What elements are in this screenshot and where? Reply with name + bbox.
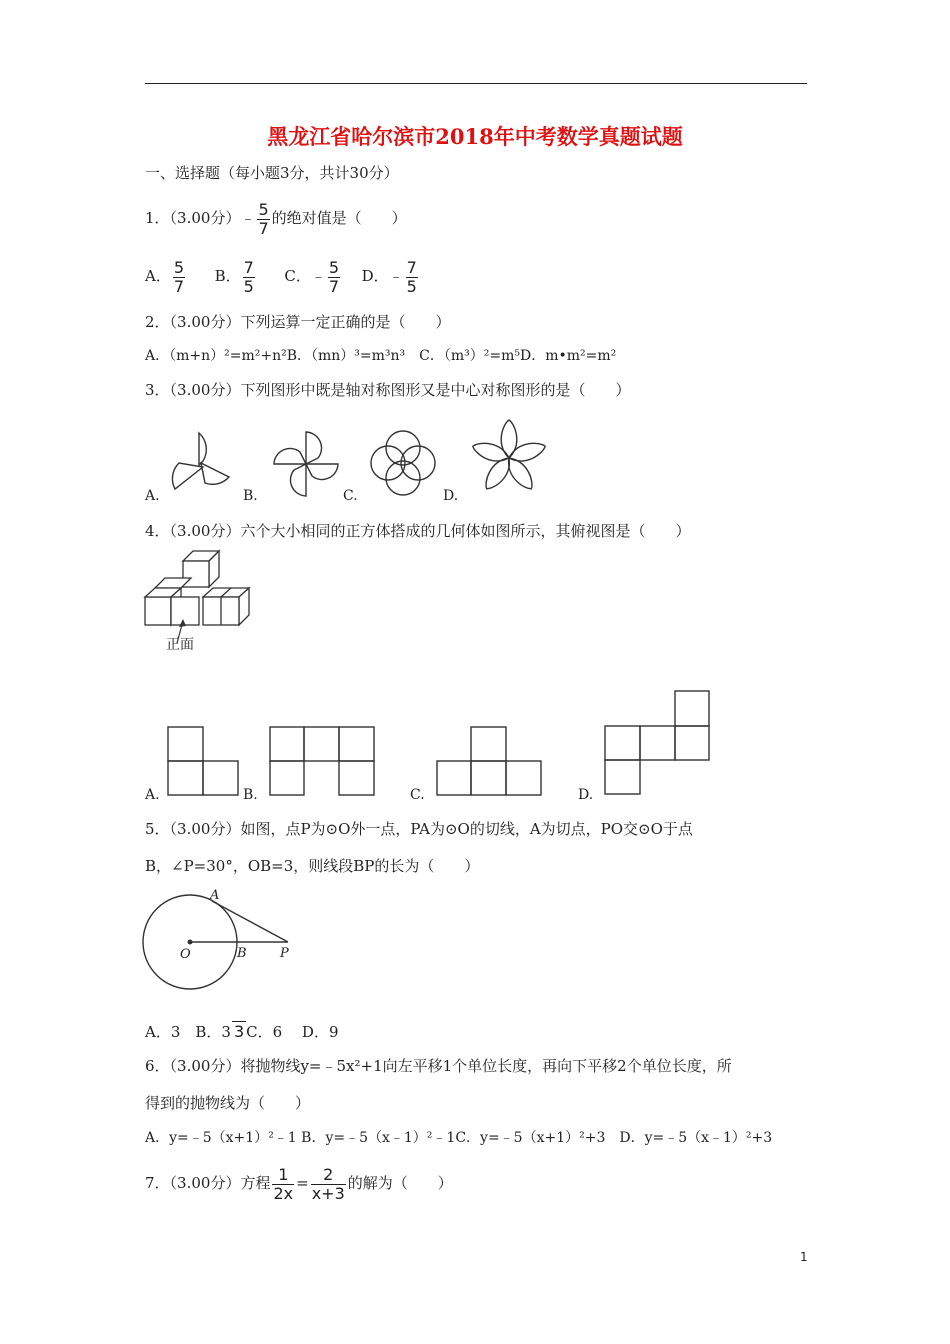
- q3-label-c[interactable]: C.: [343, 488, 358, 504]
- top-view-options: [168, 690, 728, 796]
- q1-suffix: 的绝对值是（ ）: [271, 209, 407, 227]
- q1-option-c[interactable]: [284, 257, 342, 296]
- q5-options: [145, 1021, 339, 1042]
- option-fraction: [406, 257, 418, 296]
- option-sign: ﹣: [310, 267, 326, 285]
- q3-label-d[interactable]: D.: [443, 488, 459, 504]
- page-title: 黑龙江省哈尔滨市2018年中考数学真题试题: [267, 124, 683, 149]
- q4-label-a[interactable]: A.: [145, 787, 160, 803]
- q3-label-a[interactable]: A.: [145, 488, 160, 504]
- option-label: A．: [145, 267, 171, 285]
- option-num: 7: [243, 257, 254, 277]
- question-7: [145, 1163, 453, 1203]
- pinwheel-3-icon: [163, 425, 243, 500]
- option-label: D．: [361, 267, 389, 285]
- question-4: 4．（3.00分）六个大小相同的正方体搭成的几何体如图所示，其俯视图是（ ）: [145, 522, 691, 540]
- q7-fraction-1: [272, 1164, 294, 1203]
- q5-option-ab[interactable]: A．3 B．3: [145, 1023, 231, 1041]
- q7-f2-den: x+3: [311, 1183, 345, 1203]
- option-label: B．: [214, 267, 241, 285]
- point-o-label: O: [180, 947, 191, 962]
- q1-sign: ﹣: [240, 209, 256, 227]
- front-view-label: 正面: [166, 637, 194, 653]
- question-6-line2: 得到的抛物线为（ ）: [145, 1094, 311, 1112]
- q1-num: 5: [258, 199, 269, 219]
- q4-label-c[interactable]: C.: [410, 787, 425, 803]
- four-circles-icon: [366, 428, 440, 498]
- option-num: 7: [406, 257, 417, 277]
- sqrt-radicand: 3: [233, 1022, 245, 1041]
- option-den: 5: [406, 276, 417, 296]
- cube-stack-figure: [143, 551, 253, 631]
- q3-label-b[interactable]: B.: [243, 488, 258, 504]
- question-5-line2: B，∠P=30°，OB=3，则线段BP的长为（ ）: [145, 857, 480, 875]
- point-a-label: A: [210, 888, 220, 903]
- point-b-label: B: [237, 946, 247, 961]
- option-fraction: [328, 257, 340, 296]
- q7-prefix: 7．（3.00分）方程: [145, 1174, 271, 1192]
- point-p-label: P: [280, 946, 289, 961]
- option-fraction: [173, 257, 185, 296]
- q4-label-b[interactable]: B.: [243, 787, 258, 803]
- q1-option-a[interactable]: [145, 257, 187, 296]
- option-fraction: [243, 257, 255, 296]
- option-sign: ﹣: [388, 267, 404, 285]
- option-num: 5: [173, 257, 185, 277]
- question-6-line1: 6．（3.00分）将抛物线y=﹣5x²+1向左平移1个单位长度，再向下平移2个单位长度，所: [145, 1057, 732, 1075]
- five-petal-flower-icon: [468, 418, 550, 498]
- question-1: [145, 198, 407, 238]
- page-number: 1: [800, 1250, 808, 1264]
- option-den: 5: [243, 276, 254, 296]
- q1-fraction: [257, 199, 269, 238]
- q1-options: [145, 256, 420, 296]
- option-den: 7: [173, 276, 185, 296]
- q5-option-cd[interactable]: C．6 D．9: [246, 1023, 339, 1041]
- q1-prefix: 1．（3.00分）: [145, 209, 241, 227]
- q7-f1-num: 1: [272, 1167, 294, 1185]
- q7-equals: =: [296, 1174, 309, 1192]
- pinwheel-4-icon: [268, 428, 344, 500]
- q7-f2-num: 2: [311, 1167, 346, 1185]
- header-rule: [145, 83, 807, 84]
- q1-option-d[interactable]: [361, 257, 420, 296]
- option-label: C．: [284, 267, 311, 285]
- q1-option-b[interactable]: [214, 257, 257, 296]
- q2-options: A．（m+n）²=m²+n²B．（mn）³=m³n³ C．（m³）²=m⁵D．m•m²=m²: [145, 348, 617, 364]
- section-heading: 一、选择题（每小题3分，共计30分）: [145, 164, 399, 182]
- q7-f1-den: 2x: [273, 1183, 294, 1203]
- question-5-line1: 5．（3.00分）如图，点P为⊙O外一点，PA为⊙O的切线，A为切点，PO交⊙O于点: [145, 820, 693, 838]
- question-3: 3．（3.00分）下列图形中既是轴对称图形又是中心对称图形的是（ ）: [145, 381, 631, 399]
- q1-den: 7: [258, 218, 269, 238]
- option-den: 7: [328, 276, 340, 296]
- circle-tangent-figure: [140, 885, 310, 997]
- q6-options: A．y=﹣5（x+1）²﹣1 B．y=﹣5（x﹣1）²﹣1C．y=﹣5（x+1）²+3 D．y=﹣5（x﹣1）²+3: [145, 1130, 773, 1146]
- option-num: 5: [328, 257, 340, 277]
- q7-fraction-2: [311, 1164, 346, 1203]
- q4-label-d[interactable]: D.: [578, 787, 594, 803]
- q7-suffix: 的解为（ ）: [347, 1174, 453, 1192]
- question-2: 2．（3.00分）下列运算一定正确的是（ ）: [145, 313, 451, 331]
